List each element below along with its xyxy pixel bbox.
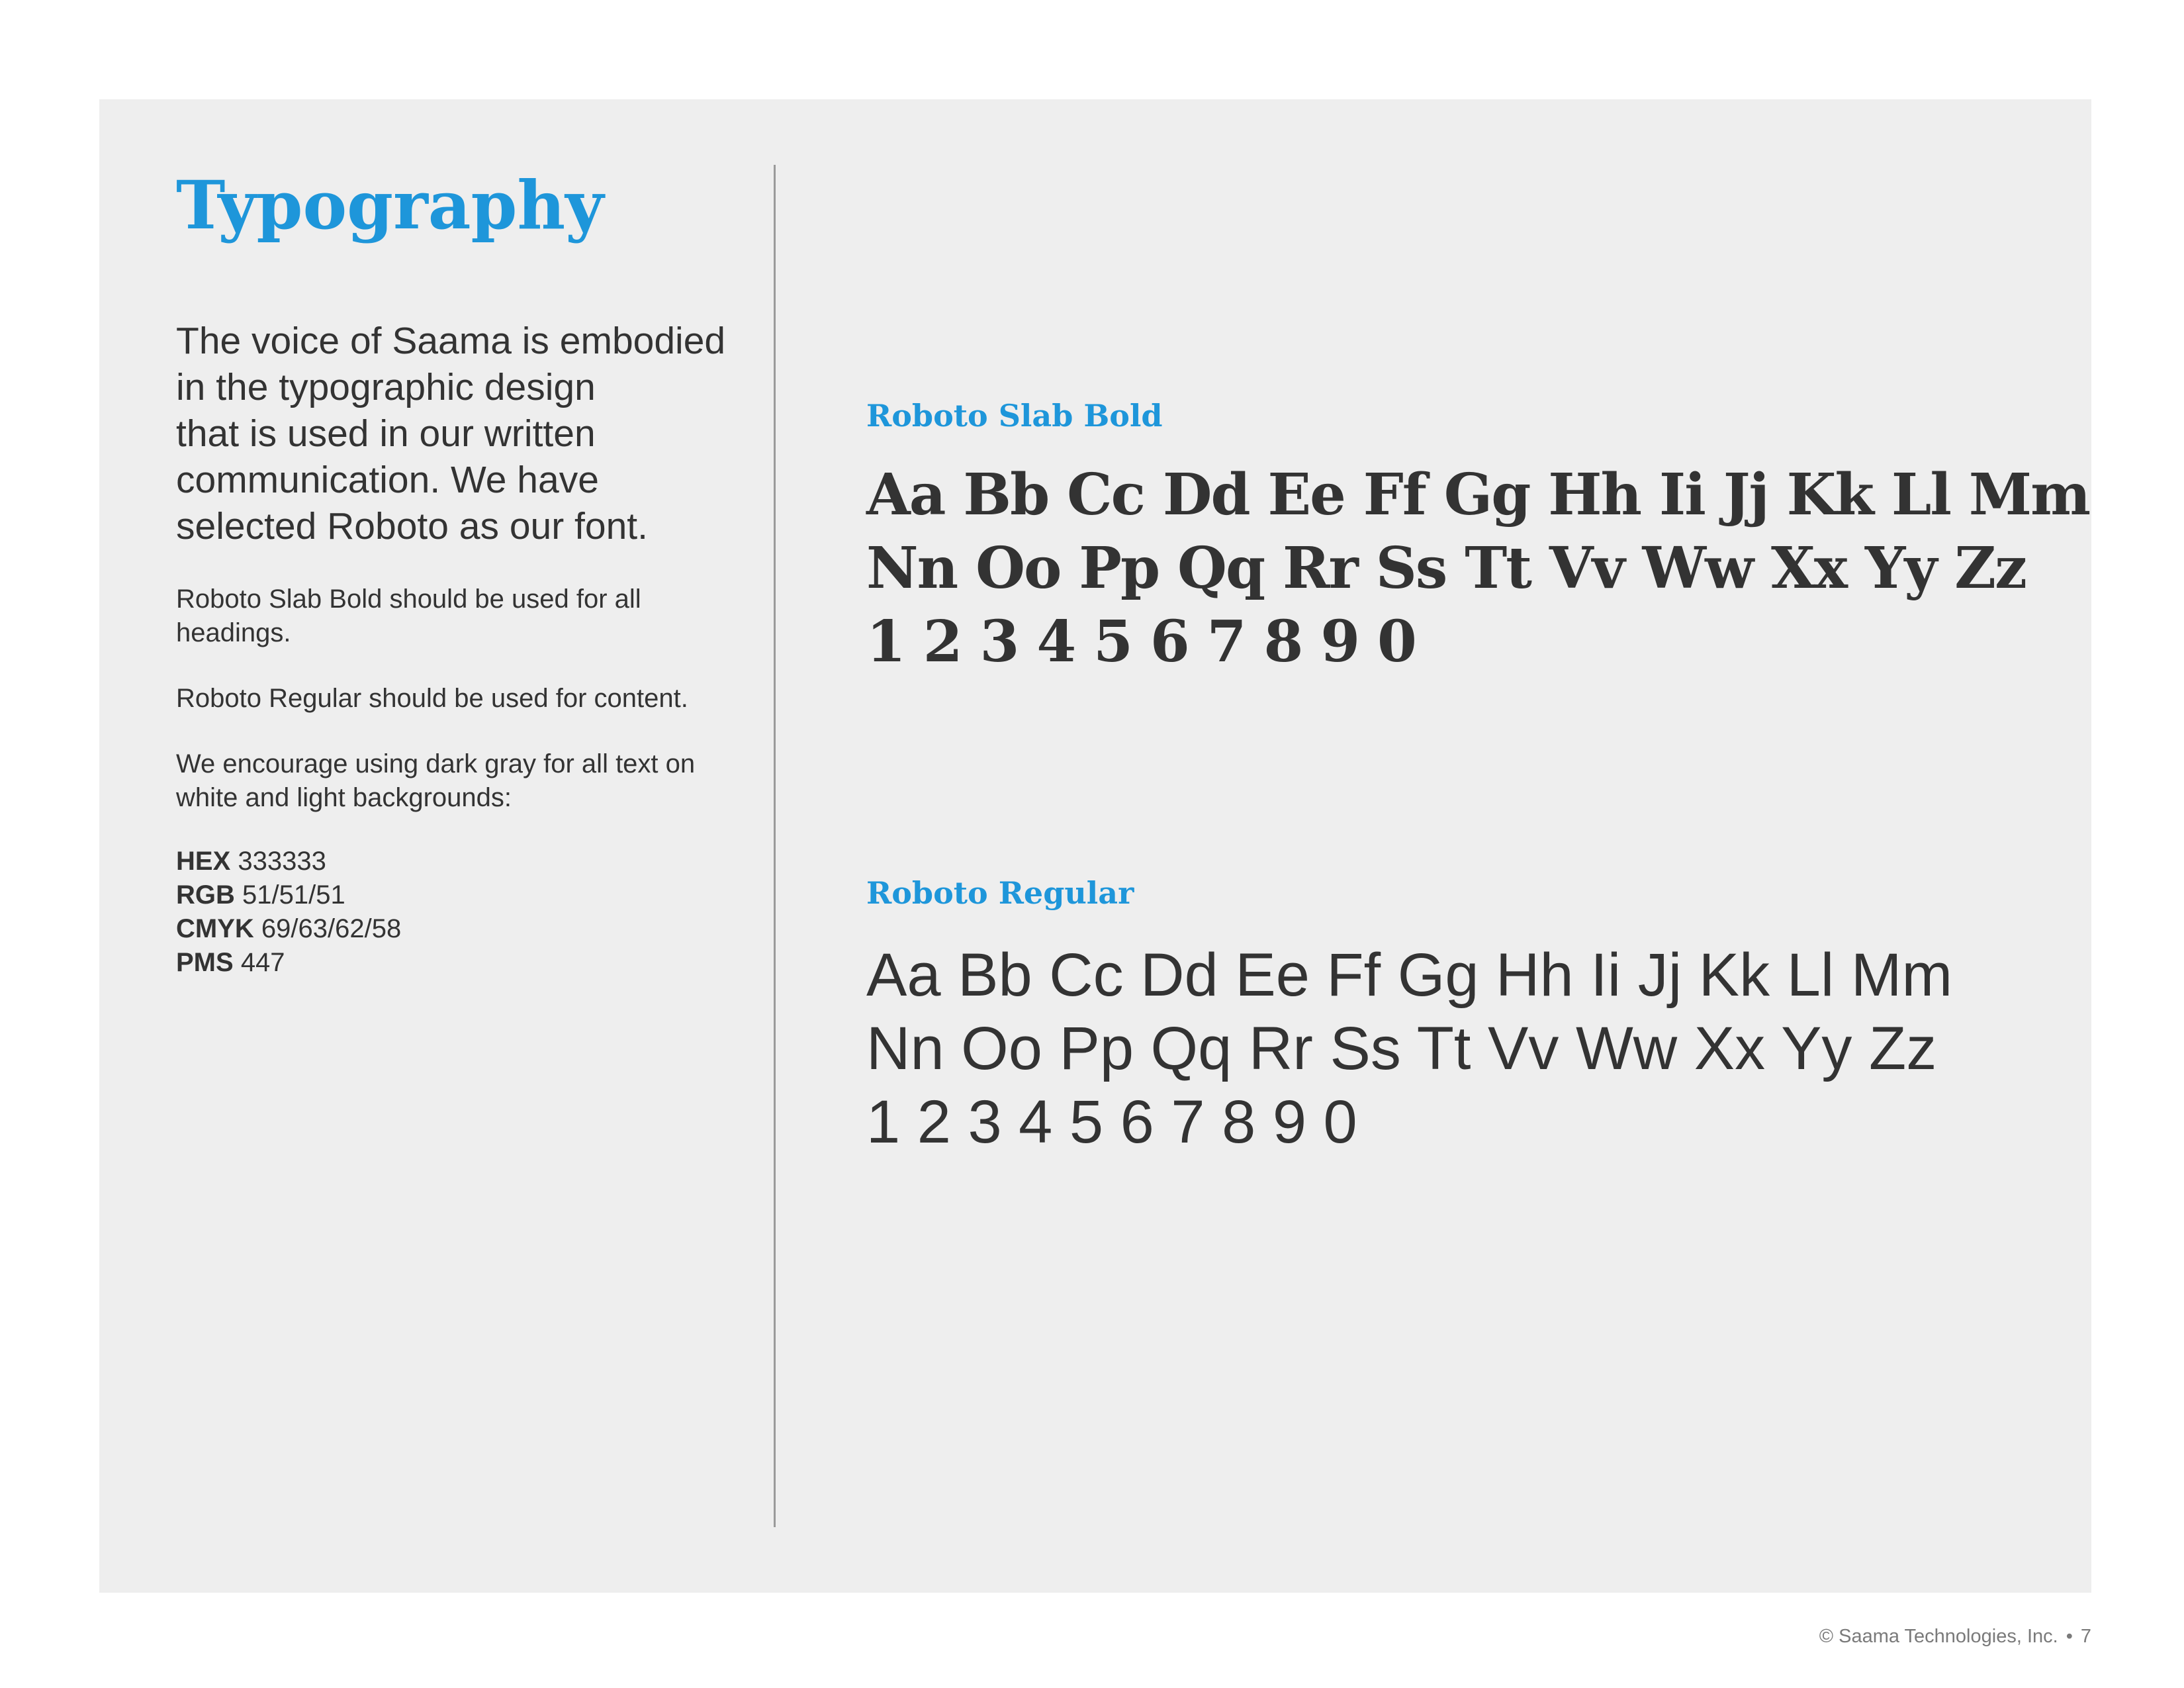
footer-separator: • <box>2066 1626 2073 1647</box>
note-line: Roboto Regular should be used for content. <box>176 684 688 713</box>
specimen-line: 1 2 3 4 5 6 7 8 9 0 <box>866 608 1416 675</box>
specimen-line: Nn Oo Pp Qq Rr Ss Tt Vv Ww Xx Yy Zz <box>866 535 2026 602</box>
specimen-line: Aa Bb Cc Dd Ee Ff Gg Hh Ii Jj Kk Ll Mm <box>866 941 1953 1009</box>
headings-note <box>176 583 772 650</box>
intro-line: selected Roboto as our font. <box>176 505 648 547</box>
intro-line: The voice of Saama is embodied <box>176 320 726 362</box>
spec-value: 69/63/62/58 <box>261 914 402 943</box>
intro-line: in the typographic design <box>176 366 596 408</box>
spec-label: HEX <box>176 847 231 876</box>
specimen-line: Aa Bb Cc Dd Ee Ff Gg Hh Ii Jj Kk Ll Mm <box>866 461 2090 528</box>
note-line: We encourage using dark gray for all text on <box>176 749 696 778</box>
specimen-line: Nn Oo Pp Qq Rr Ss Tt Vv Ww Xx Yy Zz <box>866 1015 1937 1082</box>
spec-label: CMYK <box>176 914 254 943</box>
font-name-regular: Roboto Regular <box>866 875 1134 911</box>
intro-paragraph <box>176 318 772 549</box>
page-footer <box>1819 1627 2091 1646</box>
spec-value: 333333 <box>238 847 326 876</box>
spec-cmyk <box>176 912 401 946</box>
spec-hex <box>176 845 401 878</box>
note-line: white and light backgrounds: <box>176 783 512 812</box>
spec-rgb <box>176 878 401 912</box>
intro-line: that is used in our written <box>176 412 596 455</box>
page-title: Typography <box>176 166 604 244</box>
note-line: Roboto Slab Bold should be used for all <box>176 585 641 614</box>
page-number: 7 <box>2080 1626 2091 1647</box>
column-divider <box>774 165 776 1527</box>
specimen-line: 1 2 3 4 5 6 7 8 9 0 <box>866 1088 1357 1156</box>
font-name-slab-bold: Roboto Slab Bold <box>866 398 1163 434</box>
copyright-text: © Saama Technologies, Inc. <box>1819 1626 2058 1647</box>
spec-label: RGB <box>176 880 235 910</box>
spec-label: PMS <box>176 948 234 977</box>
specimen-slab-bold <box>866 458 2089 679</box>
specimen-regular <box>866 939 1952 1159</box>
spec-pms <box>176 946 401 980</box>
content-note <box>176 682 772 716</box>
color-note <box>176 747 772 815</box>
content-panel <box>99 99 2091 1593</box>
spec-value: 51/51/51 <box>242 880 345 910</box>
color-specs <box>176 845 401 980</box>
spec-value: 447 <box>240 948 285 977</box>
note-line: headings. <box>176 618 291 647</box>
intro-line: communication. We have <box>176 459 599 501</box>
